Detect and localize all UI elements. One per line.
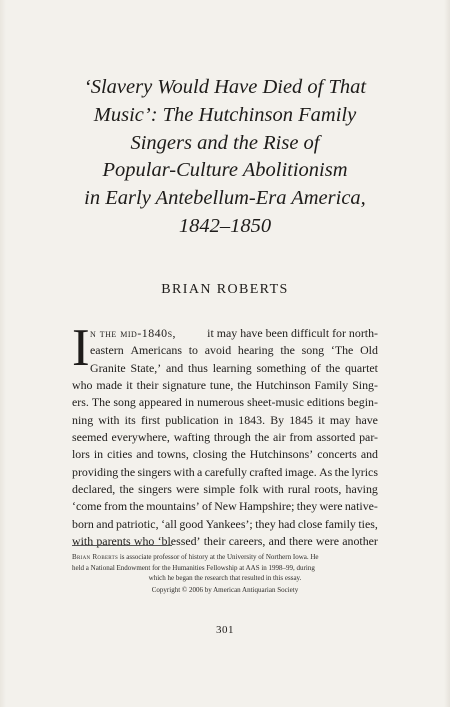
body-word: family: [324, 516, 356, 531]
body-word: having: [345, 482, 378, 497]
title-line: in Early Antebellum-Era America,: [84, 187, 366, 210]
body-line: [72, 429, 378, 446]
body-word: lors: [72, 447, 90, 462]
body-word: crafted: [249, 464, 283, 479]
body-word: sheet-music: [247, 395, 304, 410]
article-body: [72, 319, 378, 550]
body-word: who: [72, 378, 93, 393]
body-word: the: [129, 499, 144, 514]
body-word: close: [297, 516, 323, 531]
body-word: the: [120, 464, 136, 479]
body-word: As: [319, 464, 333, 479]
body-word: Sing-: [352, 378, 378, 393]
body-word: the: [237, 378, 252, 393]
body-word: everywhere,: [111, 430, 170, 445]
body-word: The: [91, 395, 111, 410]
body-word: its: [124, 412, 136, 427]
body-word: the: [325, 360, 341, 375]
body-word: Hutchinsons’: [249, 447, 314, 462]
body-word: ties,: [358, 516, 378, 531]
page-number: 301: [216, 624, 234, 636]
body-word: first: [140, 412, 161, 427]
body-word: had: [278, 516, 296, 531]
body-word: were: [315, 534, 340, 549]
body-word: and: [360, 447, 378, 462]
body-word: with: [98, 412, 120, 427]
body-word: Yankees’;: [205, 516, 253, 531]
body-word: ‘blessed’: [157, 534, 201, 549]
body-word: ‘come: [72, 499, 102, 514]
body-word: something: [256, 360, 307, 375]
body-word: in: [223, 412, 234, 427]
body-line: [90, 325, 378, 342]
body-word: concerts: [317, 447, 357, 462]
body-word: and: [268, 534, 286, 549]
body-line: [72, 481, 378, 498]
body-word: ers.: [72, 395, 89, 410]
body-word: towns,: [157, 447, 189, 462]
body-word: folk: [239, 482, 259, 497]
body-word: born: [72, 516, 94, 531]
body-word: careers,: [228, 534, 266, 549]
title-line: 1842–1850: [178, 214, 272, 237]
body-word: ning: [72, 412, 94, 427]
body-word: cities: [107, 447, 133, 462]
body-word: simple: [203, 482, 236, 497]
body-word: from: [104, 499, 128, 514]
body-word: it: [318, 412, 325, 427]
body-word: another: [342, 534, 378, 549]
body-word: through: [213, 430, 251, 445]
body-word: Americans: [130, 343, 182, 358]
title-line: Music’: The Hutchinson Family: [93, 103, 357, 126]
author-footnote: [72, 552, 378, 584]
body-word: avoid: [204, 343, 232, 358]
body-word: rural: [287, 482, 311, 497]
footnote-author-name: Brian Roberts: [72, 553, 119, 561]
body-word: in: [93, 447, 104, 462]
body-word: roots,: [314, 482, 342, 497]
body-word: of: [202, 499, 212, 514]
body-word: native-: [344, 499, 378, 514]
body-word: and: [136, 447, 154, 462]
body-word: Hampshire;: [238, 499, 295, 514]
body-word: State,’: [130, 360, 162, 375]
body-word: Granite: [90, 360, 126, 375]
body-word: learning: [212, 360, 252, 375]
body-word: declared,: [72, 482, 116, 497]
body-word: with: [72, 534, 94, 549]
body-word: they: [296, 499, 318, 514]
body-word: good: [179, 516, 204, 531]
body-word: wafting: [173, 430, 211, 445]
article-author: BRIAN ROBERTS: [161, 282, 289, 297]
body-word: have: [355, 412, 378, 427]
body-line: [90, 342, 378, 359]
body-word: 1843.: [238, 412, 266, 427]
body-line: [72, 394, 378, 411]
body-word: closing: [192, 447, 228, 462]
body-line: [90, 360, 378, 377]
body-word: New: [214, 499, 237, 514]
footnote-line: [72, 552, 378, 563]
body-word: seemed: [72, 430, 108, 445]
body-word: the: [280, 343, 295, 358]
body-word: appeared: [138, 395, 182, 410]
body-line: [72, 533, 378, 550]
body-word: editions: [306, 395, 345, 410]
body-word: carefully: [204, 464, 247, 479]
body-word: publication: [165, 412, 219, 427]
body-word: song: [301, 343, 325, 358]
body-word: they: [255, 516, 276, 531]
body-word: Hutchinson: [255, 378, 311, 393]
body-word: Family: [314, 378, 349, 393]
body-word: ‘all: [161, 516, 177, 531]
body-word: image.: [284, 464, 317, 479]
footnote-divider: [72, 545, 172, 546]
body-word: 1845: [289, 412, 313, 427]
body-word: the: [334, 464, 350, 479]
body-word: air: [273, 430, 286, 445]
copyright-notice: Copyright © 2006 by American Antiquarian Society: [151, 586, 299, 594]
title-line: ‘Slavery Would Have Died of That: [83, 76, 367, 98]
body-word: there: [288, 534, 313, 549]
body-word: it: [126, 378, 133, 393]
body-word: tune,: [209, 378, 234, 393]
body-word: the: [231, 447, 246, 462]
body-word: numerous: [197, 395, 245, 410]
body-word: of: [310, 360, 321, 375]
body-word: hearing: [237, 343, 274, 358]
body-line: [72, 377, 378, 394]
footnote-text: is associate professor of history at the University of Northern Iowa. He: [119, 553, 319, 561]
footnote-line: held a National Endowment for the Humanities Fellowship at AAS in 1998–99, during: [72, 563, 315, 572]
body-word: ‘The: [330, 343, 354, 358]
body-word: begin-: [347, 395, 378, 410]
body-word: mountains’: [146, 499, 200, 514]
body-line: [72, 464, 378, 481]
body-line: [72, 516, 378, 533]
title-line: Singers and the Rise of: [130, 131, 320, 154]
body-word: By: [270, 412, 285, 427]
body-word: singers: [138, 482, 172, 497]
body-word: with: [262, 482, 284, 497]
body-line: [72, 446, 378, 463]
opening-small-caps: n the mid-1840s,: [90, 326, 176, 340]
title-line: Popular-Culture Abolitionism: [102, 159, 348, 182]
body-word: the: [254, 430, 270, 445]
body-word: from: [289, 430, 313, 445]
body-word: parents: [96, 534, 131, 549]
body-word: Old: [360, 343, 378, 358]
body-word: eastern: [90, 343, 124, 358]
body-line-text: it may have been difficult for north-: [207, 326, 378, 340]
body-word: lyrics: [351, 464, 378, 479]
body-word: their: [203, 534, 226, 549]
drop-cap: I: [72, 319, 90, 377]
body-word: thus: [188, 360, 208, 375]
body-word: and: [96, 516, 114, 531]
body-word: providing: [72, 464, 119, 479]
article-title: [40, 74, 410, 241]
body-word: assorted: [316, 430, 356, 445]
body-word: and: [166, 360, 184, 375]
body-word: song: [113, 395, 136, 410]
body-word: the: [119, 482, 134, 497]
body-word: singers: [137, 464, 172, 479]
body-word: were: [176, 482, 200, 497]
body-word: in: [184, 395, 195, 410]
body-word: who: [133, 534, 155, 549]
body-word: were: [319, 499, 343, 514]
body-word: with: [173, 464, 195, 479]
body-word: par-: [359, 430, 378, 445]
body-line: [72, 498, 378, 515]
body-word: a: [197, 464, 203, 479]
footnote-line: which he began the research that resulted in this essay.: [148, 574, 302, 583]
body-word: to: [188, 343, 198, 358]
body-word: may: [329, 412, 351, 427]
body-line: [72, 412, 378, 429]
body-word: signature: [162, 378, 206, 393]
body-word: patriotic,: [115, 516, 159, 531]
body-word: quartet: [344, 360, 378, 375]
body-word: made: [96, 378, 123, 393]
body-word: their: [136, 378, 159, 393]
